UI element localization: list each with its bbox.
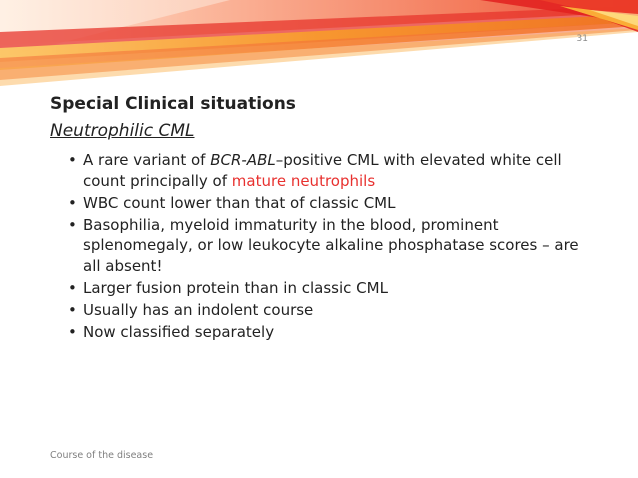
bullet-italic-gene: BCR-ABL [210, 151, 276, 169]
slide-number: 31 [576, 34, 588, 44]
decorative-banner [0, 0, 638, 90]
bullet-item: • Usually has an indolent course [68, 300, 588, 321]
footer-text: Course of the disease [50, 450, 154, 461]
bullet-item: • Basophilia, myeloid immaturity in the blood, prominent splenomegaly, or low leukocyte alkaline phosphatase scores – are all absent! [68, 215, 588, 277]
slide-subtitle: Neutrophilic CML [50, 121, 195, 141]
bullet-item [68, 150, 588, 191]
bullet-list [68, 150, 588, 344]
bullet-item: • Larger fusion protein than in classic CML [68, 278, 588, 299]
bullet-text: –positive CML with elevated white cell count principally of [83, 151, 562, 190]
highlighted-text: mature neutrophils [231, 171, 376, 190]
bullet-item: • Now classified separately [68, 322, 588, 343]
bullet-text: A rare variant of [83, 151, 211, 169]
slide-title: Special Clinical situations [50, 94, 296, 114]
bullet-item: • WBC count lower than that of classic CML [68, 193, 588, 214]
